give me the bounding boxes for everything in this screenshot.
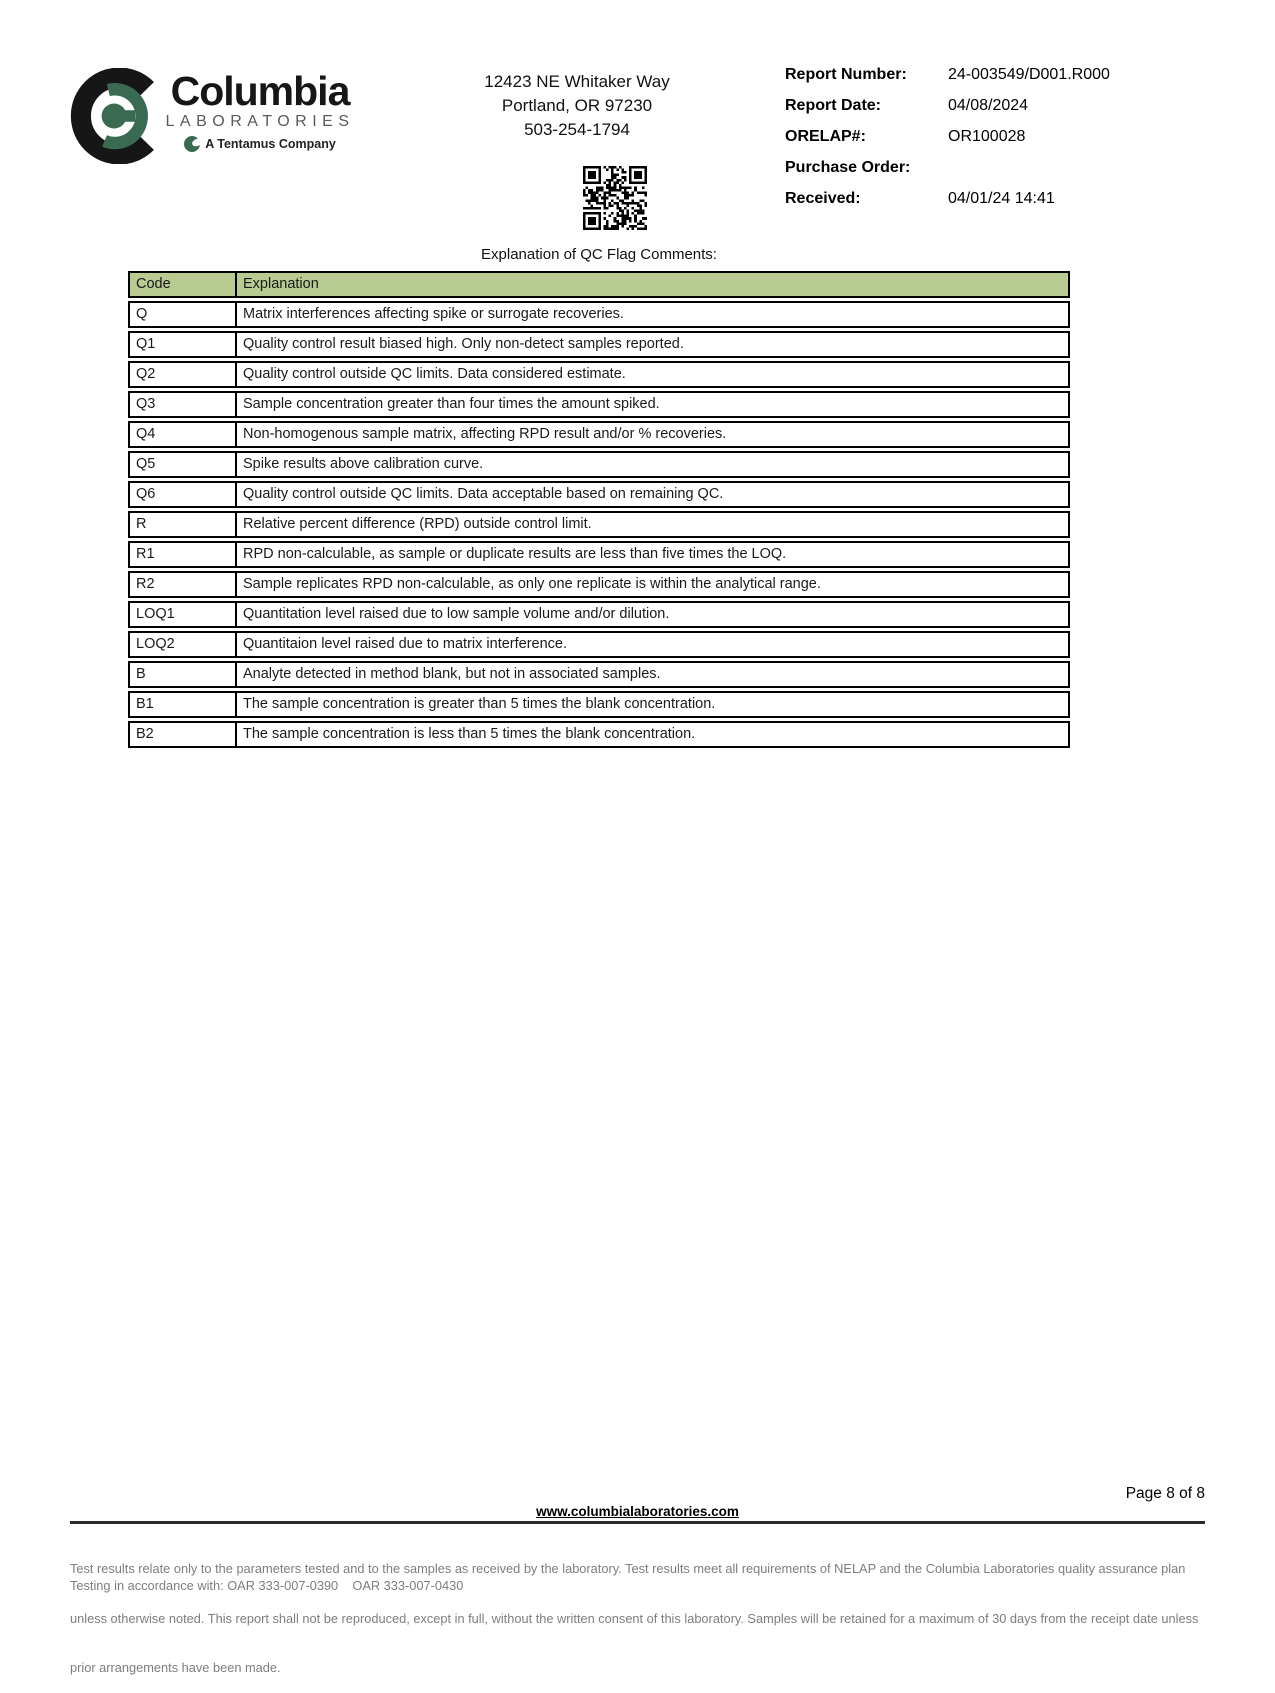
qc-explanation-cell: Spike results above calibration curve. (236, 451, 1070, 478)
table-row (128, 721, 1070, 748)
qc-explanation-cell: Quality control outside QC limits. Data acceptable based on remaining QC. (236, 481, 1070, 508)
address-line-1: 12423 NE Whitaker Way (484, 72, 670, 91)
purchase-order-row (785, 159, 1205, 190)
tentamus-icon (184, 136, 200, 152)
lab-address (437, 70, 717, 142)
qc-code-cell: LOQ2 (128, 631, 236, 658)
qc-code-cell: Q3 (128, 391, 236, 418)
purchase-order-label: Purchase Order: (785, 159, 911, 176)
qc-code-cell: B1 (128, 691, 236, 718)
logo-subtitle: LABORATORIES (165, 113, 355, 130)
qc-explanation-cell: Quality control outside QC limits. Data considered estimate. (236, 361, 1070, 388)
qc-code-cell: Q5 (128, 451, 236, 478)
orelap-row (785, 128, 1205, 159)
report-number-row (785, 66, 1205, 97)
qc-code-cell: Q (128, 301, 236, 328)
qc-explanation-cell: Matrix interferences affecting spike or surrogate recoveries. (236, 301, 1070, 328)
qc-table-title: Explanation of QC Flag Comments: (481, 246, 717, 263)
qc-explanation-cell: The sample concentration is greater than 5 times the blank concentration. (236, 691, 1070, 718)
qc-code-cell: R (128, 511, 236, 538)
report-date-label: Report Date: (785, 97, 882, 114)
table-row (128, 421, 1070, 448)
qc-code-cell: R1 (128, 541, 236, 568)
qc-code-cell: Q2 (128, 361, 236, 388)
table-row (128, 451, 1070, 478)
qc-explanation-cell: Quality control result biased high. Only non-detect samples reported. (236, 331, 1070, 358)
table-row (128, 691, 1070, 718)
footer-disclaimer (70, 1528, 1205, 1693)
qc-explanation-cell: Sample replicates RPD non-calculable, as only one replicate is within the analytical range. (236, 571, 1070, 598)
table-row (128, 361, 1070, 388)
qc-flag-table (128, 268, 1070, 751)
report-date-value: 04/08/2024 (948, 97, 1029, 114)
table-row (128, 631, 1070, 658)
qc-explanation-cell: RPD non-calculable, as sample or duplicate results are less than five times the LOQ. (236, 541, 1070, 568)
qc-code-cell: Q6 (128, 481, 236, 508)
received-value: 04/01/24 14:41 (948, 190, 1055, 207)
testing-accordance-line: Testing in accordance with: OAR 333-007-0390 OAR 333-007-0430 (70, 1578, 464, 1593)
code-column-header: Code (128, 271, 236, 298)
report-number-label: Report Number: (785, 66, 907, 83)
received-label: Received: (785, 190, 861, 207)
tentamus-tagline: A Tentamus Company (205, 137, 336, 151)
qc-table-body (128, 301, 1070, 748)
explanation-column-header: Explanation (236, 271, 1070, 298)
report-date-row (785, 97, 1205, 128)
table-row (128, 541, 1070, 568)
table-row (128, 511, 1070, 538)
qc-code-cell: B (128, 661, 236, 688)
disclaimer-line: prior arrangements have been made. (70, 1660, 281, 1675)
disclaimer-line: unless otherwise noted. This report shall not be reproduced, except in full, without the written consent of this laboratory. Samples will be retained for a maximum of 30 days from the receipt date unless (70, 1610, 1199, 1626)
address-phone: 503-254-1794 (524, 120, 630, 139)
table-header-row (128, 271, 1070, 298)
orelap-label: ORELAP#: (785, 128, 866, 145)
orelap-value: OR100028 (948, 128, 1026, 145)
qr-code (583, 166, 647, 230)
qc-code-cell: Q1 (128, 331, 236, 358)
qc-explanation-cell: Sample concentration greater than four times the amount spiked. (236, 391, 1070, 418)
table-row (128, 661, 1070, 688)
page-number: Page 8 of 8 (1125, 1485, 1205, 1502)
qc-explanation-cell: Relative percent difference (RPD) outside control limit. (236, 511, 1070, 538)
qc-explanation-cell: Analyte detected in method blank, but not in associated samples. (236, 661, 1070, 688)
table-row (128, 331, 1070, 358)
table-row (128, 481, 1070, 508)
report-number-value: 24-003549/D001.R000 (948, 66, 1110, 83)
website-link[interactable]: www.columbialaboratories.com (536, 1504, 739, 1519)
table-row (128, 391, 1070, 418)
columbia-logo-icon (68, 68, 164, 164)
footer-divider (70, 1521, 1205, 1524)
qc-code-cell: Q4 (128, 421, 236, 448)
qc-explanation-cell: The sample concentration is less than 5 times the blank concentration. (236, 721, 1070, 748)
qc-code-cell: LOQ1 (128, 601, 236, 628)
table-row (128, 601, 1070, 628)
received-row (785, 190, 1205, 221)
logo-wordmark: Columbia (170, 68, 350, 114)
address-line-2: Portland, OR 97230 (501, 96, 653, 115)
qc-code-cell: B2 (128, 721, 236, 748)
qc-explanation-cell: Quantitaion level raised due to matrix interference. (236, 631, 1070, 658)
table-row (128, 571, 1070, 598)
report-info (785, 66, 1205, 221)
qc-explanation-cell: Quantitation level raised due to low sample volume and/or dilution. (236, 601, 1070, 628)
disclaimer-line: Test results relate only to the parameters tested and to the samples as received by the laboratory. Test results meet all requirements of NELAP and the Columbia Laboratories quality assurance plan (70, 1561, 1186, 1576)
qc-explanation-cell: Non-homogenous sample matrix, affecting RPD result and/or % recoveries. (236, 421, 1070, 448)
table-row (128, 301, 1070, 328)
qc-code-cell: R2 (128, 571, 236, 598)
